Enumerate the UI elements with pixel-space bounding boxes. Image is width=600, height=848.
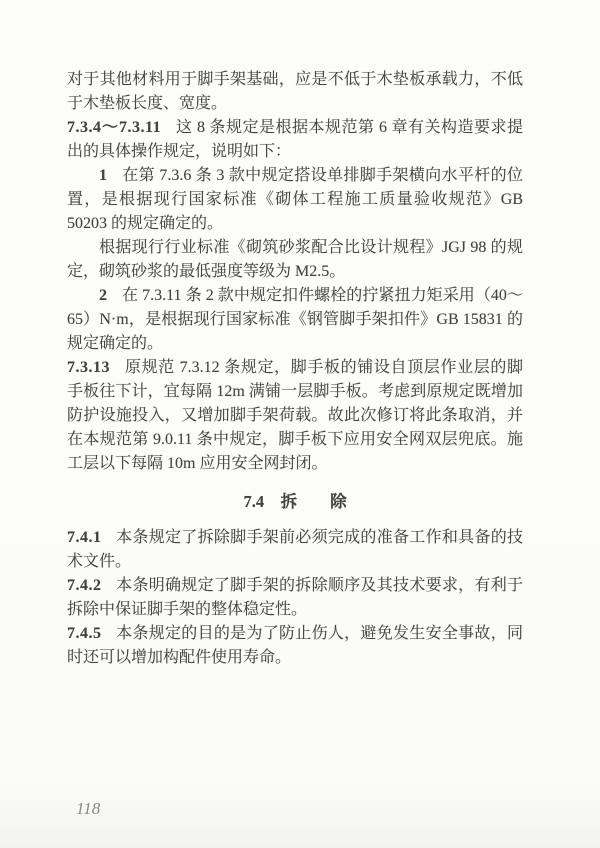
page-number: 118 xyxy=(76,799,101,818)
paragraph-text: 本条规定的目的是为了防止伤人，避免发生安全事故，同时还可以增加构配件使用寿命。 xyxy=(67,625,523,666)
document-body xyxy=(67,68,523,670)
paragraph xyxy=(67,526,523,574)
paragraph xyxy=(67,356,523,476)
clause-label: 7.4.2 xyxy=(67,577,102,594)
paragraph-text: 在 7.3.11 条 2 款中规定扣件螺栓的拧紧扭力矩采用（40～65）N·m，是根据现行国家标准《钢管脚手架扣件》GB 15831 的规定确定的。 xyxy=(67,287,523,352)
paragraph-text: 根据现行行业标准《砌筑砂浆配合比设计规程》JGJ 98 的规定，砌筑砂浆的最低强度等级为 M2.5。 xyxy=(67,239,523,280)
clause-label: 7.4.1 xyxy=(67,529,102,546)
clause-label: 1 xyxy=(99,167,108,184)
paragraph xyxy=(67,236,523,284)
paragraph xyxy=(67,68,523,116)
paragraph-text: 原规范 7.3.12 条规定，脚手板的铺设自顶层作业层的脚手板往下计，宜每隔 12m 满铺一层脚手板。考虑到原规定既增加防护设施投入，又增加脚手架荷载。故此次修订将此条取消，并在本规范第 9.0.11 条中规定，脚手板下应用安全网双层兜底。施工层以下每隔 10m 应用安全网封闭。 xyxy=(67,359,523,472)
paragraph xyxy=(67,116,523,164)
clause-label: 7.3.13 xyxy=(67,359,110,376)
clause-label: 7.4.5 xyxy=(67,625,102,642)
clause-label: 2 xyxy=(99,287,108,304)
paragraph xyxy=(67,622,523,670)
section-heading: 7.4 拆 除 xyxy=(243,492,347,511)
paragraph-text: 本条明确规定了脚手架的拆除顺序及其技术要求，有利于拆除中保证脚手架的整体稳定性。 xyxy=(67,577,523,618)
paragraph xyxy=(67,164,523,236)
clause-label: 7.3.4～7.3.11 xyxy=(67,119,162,136)
paragraph xyxy=(67,574,523,622)
paragraph xyxy=(67,284,523,356)
paragraph-text: 本条规定了拆除脚手架前必须完成的准备工作和具备的技术文件。 xyxy=(67,529,523,570)
paragraph-text: 对于其他材料用于脚手架基础，应是不低于木垫板承载力，不低于木垫板长度、宽度。 xyxy=(67,71,523,112)
paragraph-text: 这 8 条规定是根据本规范第 6 章有关构造要求提出的具体操作规定，说明如下： xyxy=(67,119,523,160)
paragraph-text: 在第 7.3.6 条 3 款中规定搭设单排脚手架横向水平杆的位置，是根据现行国家标准《砌体工程施工质量验收规范》GB 50203 的规定确定的。 xyxy=(67,167,523,232)
